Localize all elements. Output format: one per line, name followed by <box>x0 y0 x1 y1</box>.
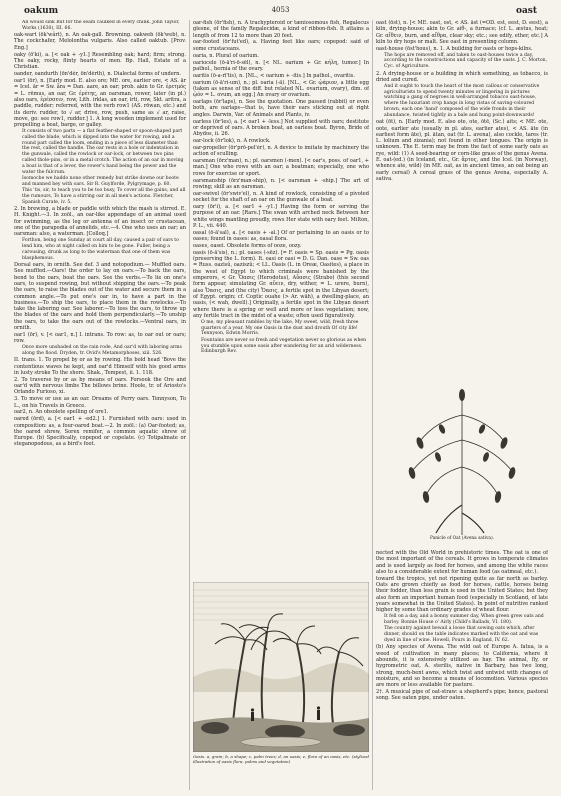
header-guide-word-left: oakum <box>24 6 59 16</box>
entry: oar2, n. An obsolete spelling of ore1. <box>14 409 109 416</box>
text-column-1 <box>14 20 186 790</box>
paragraph: All would sink But for the seam caulked in every chink. John Taylor, Works (1630), III. 66. <box>22 20 180 31</box>
entry: 2. A drying-house or a building in which something, as tobacco, is dried and cured. <box>376 70 548 83</box>
entry: 2†. A musical pipe of oat-straw: a shepherd's pipe; hence, pastoral song. See oaten pipe, under oaten. <box>376 689 548 702</box>
quotation: Fountains are never so fresh and vegetation never so glorious as when you stumble upon some oasis after wandering for an arid wilderness. Edinburgh Rev. <box>201 337 367 355</box>
entry: oases, oasei. Obsolete forms of ooze, oozy. <box>193 243 302 249</box>
page-header <box>24 6 537 18</box>
entry: oarlaps (ōr'laps), n. See the quotation. One passed (rabbit) or even both, are oarlaps—that is, have their ears sticking out at right angles. Darwin, Var. of Animals and Plants, iv. <box>193 99 369 118</box>
entry: oar-fish (ōr'fish), n. A trachypteroid or tæniosomous fish, Regalecus glesne, of the family Regalecidæ, a kind of ribbon-fish. It attains a length of from 12 to more than 20 feet. <box>193 20 369 39</box>
entry: oar-lock (ōr'lok), n. A rowlock. <box>193 138 271 145</box>
entry: 2. To traverse by or as by means of oars. Forsook the Ore and oar'd with nervous limbs The billows brine. Hoole, tr. of Ariosto's Orlando Furioso, xi. <box>14 376 186 396</box>
column-3-lower-text <box>376 550 548 790</box>
entry: oat (ōt), n. [Early mod. E. also ote, ote, ōtē, (Sc.) aits; < ME. ote, oote, earlier ate (usually in pl. ates, earlier ates), < AS. āte (in earliest form āte), pl. ātan, oat (tr. L. avena), also cockle, tares (tr. L. lolium and zizania); not found in other tongues. The origin is unknown. The E. term may be from the fact of some early oats as rye, wild: (1) A seed-bearing or corn-like grass of the genus Avena. E. oat-(ed.) (in Iceland, etc., Gr. ἄρτος, and the Icel. (in Norway), whence ate, wild) (in ME. oat, as in ancient times, an oat being an early cereal) A cereal grass of the genus Avena, especially A. sativa. <box>376 119 548 182</box>
entry: oar1 (ōr), v. [< oar1, n.] I. intrans. To row: as, to oar out or oars; row. <box>14 331 186 345</box>
entry: 3. To move or use as an oar. Dreams of Perry oars. Tennyson, To L., on his Travels in Greece. <box>14 396 186 409</box>
oasis-illustration <box>193 582 369 788</box>
entry: oared (ōrd), a. [< oar1 + -ed2.] 1. Furnished with oars: used in composition: as, a four-oared boat.—2. In zoöl.: (a) Oar-footed; as, the oared shrew, Sorex remifer, a common aquatic shrew of Europe. (b) Specifically, copepod or copelate. (c) Totipalmate or steganopodous, as a bird's foot. <box>14 416 186 448</box>
entry: oast (ōst), n. [< ME. oast, ost, < AS. āst (=OD. est, eest, D. eest), a kiln, drying-house; akin to Gr. aiθ-, a furnace; (cf. L. æstus, heat; Gr. αἴθειν, burn, and αἴθρα, clear sky; etc.; see edify, ether, etc.] A kiln to dry hops or malt. See oast in presenting column. <box>376 20 548 45</box>
entry: oar-footed (ōr'fut'ed), a. Having feet like oars; copepod: said of some crustaceans. <box>193 39 369 52</box>
oasis-engraving <box>193 582 369 752</box>
paragraph: It consists of two parts — a flat feather-shaped or spoon-shaped part called the blade, which is dipped into the water for rowing, and a round part called the loom, ending in a piece of less diameter than the rest, called the handle. The oar rests in a hole or indentation in the gunwale, called the rowlock or oar-lock, or between two pins called thole-pins, or in a metal crotch. The action of an oar in moving a boat is that of a lever, the rower's hand being the power and the water the fulcrum. <box>22 129 184 175</box>
quotation: This 'tis, sir, to teach you to be too busy, To cover all the gains, and all the rumours, To have a stirring oar in all men's actions. Fletcher, Spanish Curate, iv. 5. <box>22 188 186 205</box>
oat-panicle-engraving <box>376 385 548 535</box>
quotation: The hops are removed off, and taken to oast-houses twice a day, according to the constructions and capacity of the oasts. J. C. Morton, Cyc. of Agriculture. <box>384 52 548 70</box>
quotation: It fell on a day, and a bonny summer day, When green grew oats and barley. Bonnie House o' Airly (Child's Ballads, VI. 180). <box>384 614 544 625</box>
entry: oast-house (ōst'hous), n. 1. A building for oasts or hops-kilns. <box>376 45 533 52</box>
entry: oarsman (ōrz'man), n.; pl. oarsmen (-men). [< oar's, poss. of oar1, + man.] One who rows with an oar; a boatman; especially, one who rows for exercise or sport. <box>193 158 369 177</box>
entry: oary (ōr'i), a. [< oar1 + -y1.] Having the form or serving the purpose of an oar. [Rare.] The swan with arched neck Between her white wings mantling proudly, rows Her state with oary feet. Milton, P. L., vii. 440. <box>193 204 369 229</box>
entry: toward the tropics, yet not ripening quite as far north as barley. Oats are grown chiefly as food for horses, cattle, horses being their fodder, than less grain is used in the United States; but they also form an important human food (especially in Scotland, of late years somewhat in the United States). In point of nutritive ranked higher by some than ordinary grades of wheat flour. <box>376 575 548 614</box>
quotation: The country against bewail a loose that sowing oats which, after dinner, should on the table indicates marked with the oat and was dyed in line of wine. Howell, Pours in England, IV. 62. <box>384 626 539 643</box>
quotation: O me, my pleasant rambles by the lake, My sweet, wild, fresh three quarters of a year, My one Oasis in the dust and drouth Of city life! Tennyson, Edwin Morris. <box>201 319 359 337</box>
column-divider <box>189 20 190 790</box>
figure-caption: Panicle of Oat (Avena sativa). <box>430 536 494 541</box>
entry: 2. In brewing, a blade or paddle with which the mash is stirred. E. H. Knight.—3. In zoöl., an oar-like appendage of an animal used for swimming, as the leg or antenna of an insect or crustacean, one of the parapodia of annelids, etc.—4. One who uses an oar; an oarsman: also, a waterman. [Colloq.] <box>14 206 186 238</box>
column-divider <box>372 20 373 790</box>
entry: oar1 (ōr), n. [Early mod. E. also ore; ME. ore, earlier ore, < AS. ār = Icel. ār = Sw. åra = Dan. aare, an oar; prob. akin to Gr. ἐρετμός = L. rēmus, an oar, Gr. ἐρέτης, an oarsman, rower, later (in pl.) also oars, ἐρέσσειν, row, Lith. irklas, an oar, irti, row, Skt. aritra, a paddle, rudder; referred, with the verb row1 (AS. rōwan, etc.) and its deriv. rudder, to √ ar, drive, row, push, same as √ ar, raise, move, go: see row1, rudder.] 1. A long wooden implement used for propelling a boat, barge, or galley. <box>14 78 186 129</box>
entry: oak-wart (ōk'wârt), n. An oak-gall. Browning. oakweb (ōk'web), n. The cockchafer, Melolontha vulgaris. Also called oaktub. [Prov. Eng.] <box>14 32 186 51</box>
column-2-text <box>193 20 369 578</box>
entry: oariocele (ō-ā'ri-ō-sēl), n. [< NL. oarium + Gr. κήλη, tumor.] In pathol., hernia of the ovary. <box>193 59 369 72</box>
quotation: And it ought to touch the heart of the most callous or conservative agriculturists to spend twenty minutes or lingering in pictures watching a gang of negroes in well-arranged tobacco oast-house, where the luxuriant crop hangs in long vistas of saving-coloured brown, each one 'hand' composed of the wide fronds in their abundance, twisted tightly in a bale and hung point-downwards! <box>384 83 540 118</box>
entry: oaky (ō'ki), a. [< oak + -y1.] Resembling oak; hard; firm; strong. The oaky, rocky, flinty hearts of men. Bp. Hall, Estate of a Christian. <box>14 51 186 71</box>
entry: nected with the Old World in prehistoric times. The oat is one of the most important of the cereals. It grows in temperate climates and is used largely as food for horses, and among the white races also to a considerable extent for human food (as oatmeal, etc.). <box>376 550 548 575</box>
column-3-text <box>376 20 548 380</box>
header-guide-word-right: oast <box>515 6 537 16</box>
entry: II. trans. 1. To propel by or as by rowing. His bold head 'Bove the contentious waves he kept, and oar'd Himself with his good arms in lusty stroke To the shore. Shak., Tempest, ii. 1. 118. <box>14 357 186 376</box>
entry: oaria, n. Plural of oarium. <box>193 52 259 59</box>
quotation: Once more unshaded on the rain rode, And oar'd with laboring arms along the flood. Dryden, tr. Ovid's Metamorphoses, xiii. 526. <box>22 345 182 356</box>
entry: oasis (ō-ā'sis), n.; pl. oases (-sēz). [= F. oasis = Sp. oasis = Pg. oasis (preserving the L. form). It. oasi or oasi = D. G. Dan. oase = Sw. oas = Russ. oazisŭ, oaziszŭ; < LL. Oasis (L. in Oreæ, Oasites), a place in the west of Egypt to which criminals were banished by the emperors, < Gr. Ὄασις (Herodotus), Αὔασις (Strabo) (this second form appear, simulating Gr. αὔειν, dry, wither, = L. urere, burn), also Ὄασις, and (the city) Ὄασις, a fertile spot in the Libyan desert; of Egypt. origin; cf. Coptic ouahe (> Ar. wāh), a dwelling-place, an oasis, (< wah, dwell).] Originally, a fertile spot in the Libyan desert where there is a spring or well and more or less vegetation; now, any fertile tract in the midst of a waste; often used figuratively. <box>193 249 369 319</box>
text-column-2 <box>193 20 369 790</box>
figure-caption: Oasis. a, grain; b, a shape; c, palm trees; d, an oasis; e, flora of an oasis, etc. (stylized illustration of oasis flora, palms and vegetation) <box>193 754 369 764</box>
page-number: 4053 <box>271 6 290 14</box>
entry: oarium (ō-ā'ri-um), n.; pl. oaria (-ä). [NL., < Gr. ᾠάριον, a little egg (taken as sense of the diff. but related NL. ovarium, ovary), dim. of ᾠόν = L. ovum, an egg.] An ovary or ovarium. <box>193 79 369 99</box>
quotation: Isomoche we haddo none other remedy but strike downe our boote and manned hey with oars. Sir R. Guylforde, Pylgrymage, p. 60. <box>22 175 179 187</box>
entry: oar-swivel (ōr'swiv'el), n. A kind of rowlock, consisting of a pivoted socket for the shaft of an oar on the gunwale of a boat. <box>193 190 369 204</box>
entry: oasal (ō-ā'sal), a. [< oasis + -al.] Of or pertaining to an oasis or to oases; found in oases: as, oasal flora. <box>193 229 369 243</box>
entry: oarsmanship (ōrz'man-ship), n. [< oarsman + -ship.] The art of rowing; skill as an oarsman. <box>193 177 369 190</box>
text-column-3 <box>376 20 548 790</box>
entry: oaritis (ō-a-rī'tis), n. [NL., < oarium + -itis.] In pathol., ovaritis. <box>193 72 355 79</box>
quotation: Forthon, being one Sunday at court all day, caused a pair of oars to lend him, who at night called on him to be gone. Fuller, being a carousing, drunk as long to the waterman that one of them was blasphemous. <box>22 238 179 261</box>
entry: oar-propeller (ōr'prō-pel'ėr), n. A device to imitate by machinery the action of sculling. <box>193 144 369 158</box>
entry: oarless (ōr'les), a. [< oar1 + -less.] Not supplied with oars; destitute or deprived of oars. A broken boat, an oarless boat. Byron, Bride of Abydos, ii. 26. <box>193 118 369 138</box>
entry: Dorsal oars, in ornith. See def. 3 and notopodium.— Muffled oars. See muffled.—Oars! the order to lay on oars.—To back the oars, bend to the oars, boat the oars. See the verbs.—To lie on one's oars, to suspend rowing, but without shipping the oars.—To peak the oars, to raise the blades out of the water and secure them in a common angle.—To put one's oar in, to have a part in the business.—To ship the oars, to place them in the rowlocks.—To take the laboring oar. See laborer.—To toss the oars, to throw up the blades of the oars and hold them perpendicularly.—To unship the oars, to take the oars out of the rowlocks.—Ventral oars, in ornith. <box>14 262 186 331</box>
entry: (b) Any species of Avena. The wild oat of Europe A. fatua, is a weed of cultivation in many places; to California, where it abounds, it is extensively utilized as hay. The animal, fly, or hygrometric oat, A. sterilis, native in Barbary, has two long, strong, much-bent awns, which twist and untwist with changes of moisture, and so become a means of locomotion. Various species are more or less available for pasture. <box>376 644 548 689</box>
entry: oander, oandurth (ōn'dėr, ōn'dėrth), n. Dialectal forms of undern. <box>14 71 181 78</box>
